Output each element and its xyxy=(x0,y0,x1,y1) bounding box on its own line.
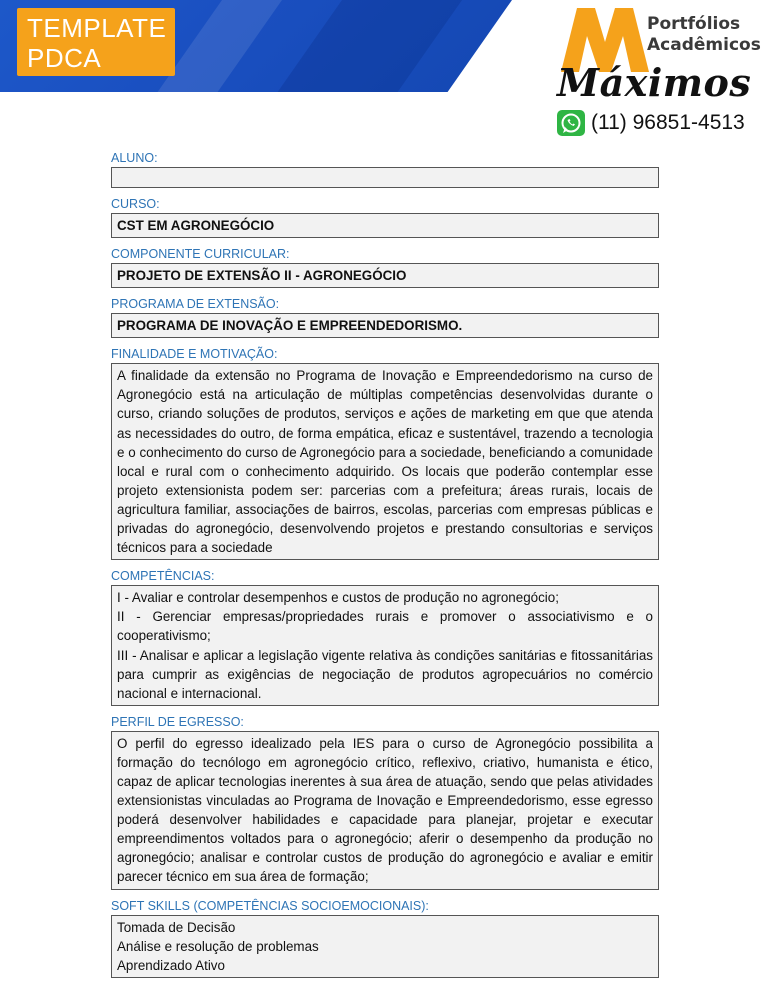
softskill-item: Tomada de Decisão xyxy=(117,919,236,935)
componente-label: COMPONENTE CURRICULAR: xyxy=(111,247,290,262)
logo-line-1: Portfólios xyxy=(647,14,741,34)
softskills-field xyxy=(111,915,659,978)
softskill-item: Aprendizado Ativo xyxy=(117,957,225,973)
programa-field: PROGRAMA DE INOVAÇÃO E EMPREENDEDORISMO. xyxy=(111,313,659,338)
softskills-label: SOFT SKILLS (COMPETÊNCIAS SOCIOEMOCIONAIS): xyxy=(111,898,429,913)
competencia-item: II - Gerenciar empresas/propriedades rurais e promover o associativismo e o cooperativismo; xyxy=(117,609,653,644)
competencias-label: COMPETÊNCIAS: xyxy=(111,569,215,584)
phone-number: (11) 96851-4513 xyxy=(591,111,745,134)
finalidade-field: A finalidade da extensão no Programa de Inovação e Empreendedorismo na curso de Agronegócio está na articulação de múltiplas competências desenvolvidas durante o curso, criando soluções de produtos, serviços e ações de marketing em que que atenda as necessidades do outro, de forma empática, eficaz e sustentável, trazendo a tecnologia e o conhecimento do curso de Agronegócio para a sociedade, beneficiando a comunidade local e rural com o conhecimento adquirido. Os locais que poderão contemplar esse projeto extensionista podem ser: parcerias com a prefeitura; áreas rurais, locais de agricultura familiar, associações de bairros, escolas, parcerias com empresas públicas e privadas do agronegócio, desenvolvendo projetos e prestando consultorias e serviços técnicos para a sociedade xyxy=(111,363,659,560)
header-banner xyxy=(0,0,560,92)
logo-subtitle xyxy=(647,14,761,56)
whatsapp-icon xyxy=(557,110,585,136)
curso-label: CURSO: xyxy=(111,197,160,211)
template-badge xyxy=(17,8,175,76)
curso-field: CST EM AGRONEGÓCIO xyxy=(111,213,659,238)
competencia-item: I - Avaliar e controlar desempenhos e custos de produção no agronegócio; xyxy=(117,590,559,606)
portfolios-logo xyxy=(555,0,768,140)
badge-line-1: TEMPLATE xyxy=(27,13,167,43)
logo-line-2: Acadêmicos xyxy=(647,35,761,55)
programa-label: PROGRAMA DE EXTENSÃO: xyxy=(111,297,280,312)
badge-line-2: PDCA xyxy=(27,43,102,73)
logo-title: Máximos xyxy=(557,60,752,105)
extension-form xyxy=(111,144,659,986)
aluno-field[interactable] xyxy=(111,167,659,188)
componente-field: PROJETO DE EXTENSÃO II - AGRONEGÓCIO xyxy=(111,263,659,288)
competencia-item: III - Analisar e aplicar a legislação vigente relativa às condições sanitárias e fitossanitárias para cumprir as exigências de negociação de produtos agropecuários no comércio nacional e internacional. xyxy=(117,647,653,701)
softskill-item: Análise e resolução de problemas xyxy=(117,938,319,954)
competencias-field xyxy=(111,585,659,706)
perfil-field: O perfil do egresso idealizado pela IES para o curso de Agronegócio possibilita a formação do tecnólogo em agronegócio crítico, reflexivo, criativo, humanista e ético, capaz de aplicar tecnologias inerentes à sua área de atuação, sendo que pelas atividades extensionistas vinculadas ao Programa de Inovação e Empreendedorismo, esse egresso poderá desenvolver habilidades e capacidade para planejar, projetar e executar empreendimentos voltados para o agronegócio; aferir o desempenho da produção no agronegócio; analisar e controlar custos de produção do agronegócio e avaliar e emitir parecer técnico em sua área de formação; xyxy=(111,731,659,890)
aluno-label: ALUNO: xyxy=(111,151,158,165)
finalidade-label: FINALIDADE E MOTIVAÇÃO: xyxy=(111,347,278,362)
perfil-label: PERFIL DE EGRESSO: xyxy=(111,714,244,729)
